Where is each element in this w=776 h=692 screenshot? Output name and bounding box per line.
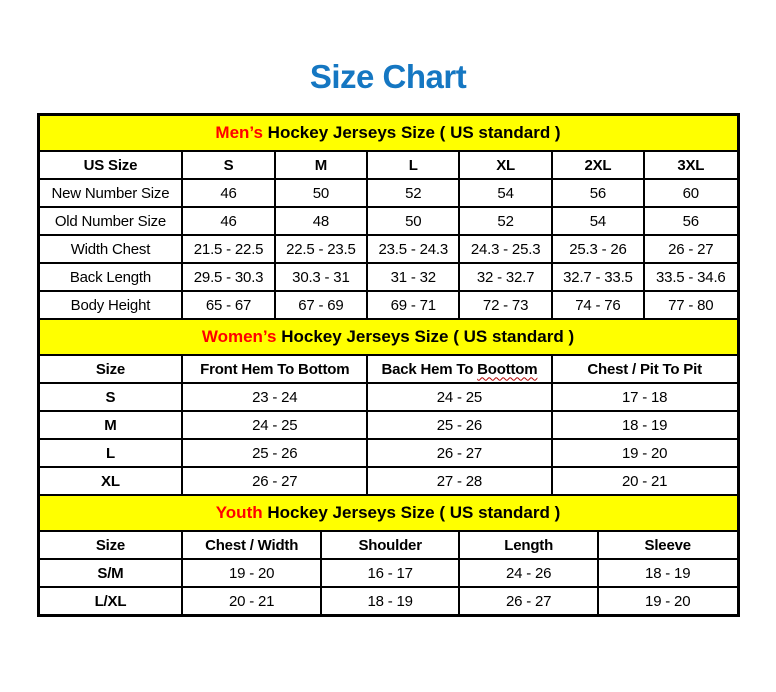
header-cell: Front Hem To Bottom <box>182 356 367 383</box>
header-cell: 2XL <box>552 152 644 179</box>
table-row <box>40 263 737 291</box>
youth-section-header-rest: Hockey Jerseys Size ( US standard ) <box>262 503 561 522</box>
value-cell: 18 - 19 <box>321 587 460 614</box>
value-cell: 25 - 26 <box>182 439 367 467</box>
row-label: Back Length <box>40 263 183 291</box>
header-cell: XL <box>459 152 551 179</box>
table-row <box>40 179 737 207</box>
value-cell: 27 - 28 <box>367 467 552 495</box>
value-cell: 77 - 80 <box>644 291 736 319</box>
header-row <box>40 532 737 559</box>
value-cell: 17 - 18 <box>552 383 737 411</box>
value-cell: 25.3 - 26 <box>552 235 644 263</box>
value-cell: 72 - 73 <box>459 291 551 319</box>
table-row <box>40 467 737 495</box>
header-cell: Shoulder <box>321 532 460 559</box>
value-cell: 50 <box>367 207 459 235</box>
value-cell: 32.7 - 33.5 <box>552 263 644 291</box>
row-label: L <box>40 439 183 467</box>
header-row <box>40 356 737 383</box>
value-cell: 23 - 24 <box>182 383 367 411</box>
header-cell: Size <box>40 532 183 559</box>
value-cell: 22.5 - 23.5 <box>275 235 367 263</box>
size-chart-table <box>37 113 740 617</box>
row-label: XL <box>40 467 183 495</box>
value-cell: 65 - 67 <box>182 291 274 319</box>
value-cell: 56 <box>552 179 644 207</box>
header-cell: S <box>182 152 274 179</box>
youth-section-header <box>40 496 737 532</box>
table-row <box>40 411 737 439</box>
row-label: Old Number Size <box>40 207 183 235</box>
value-cell: 24 - 25 <box>182 411 367 439</box>
row-label: S <box>40 383 183 411</box>
value-cell: 24.3 - 25.3 <box>459 235 551 263</box>
value-cell: 25 - 26 <box>367 411 552 439</box>
value-cell: 69 - 71 <box>367 291 459 319</box>
page-title: Size Chart <box>309 58 467 95</box>
value-cell: 48 <box>275 207 367 235</box>
value-cell: 26 - 27 <box>182 467 367 495</box>
header-cell: M <box>275 152 367 179</box>
table-row <box>40 235 737 263</box>
value-cell: 20 - 21 <box>182 587 321 614</box>
value-cell: 26 - 27 <box>459 587 598 614</box>
value-cell: 18 - 19 <box>598 559 737 587</box>
header-cell: Chest / Pit To Pit <box>552 356 737 383</box>
value-cell: 19 - 20 <box>552 439 737 467</box>
value-cell: 52 <box>367 179 459 207</box>
value-cell: 67 - 69 <box>275 291 367 319</box>
row-label: M <box>40 411 183 439</box>
value-cell: 23.5 - 24.3 <box>367 235 459 263</box>
youth-table <box>40 532 737 614</box>
table-row <box>40 587 737 614</box>
value-cell: 19 - 20 <box>598 587 737 614</box>
value-cell: 56 <box>644 207 736 235</box>
mens-table <box>40 152 737 320</box>
womens-table <box>40 356 737 496</box>
value-cell: 18 - 19 <box>552 411 737 439</box>
table-row <box>40 291 737 319</box>
value-cell: 32 - 32.7 <box>459 263 551 291</box>
mens-section-header-red: Men’s <box>215 123 263 142</box>
row-label: New Number Size <box>40 179 183 207</box>
header-cell: Chest / Width <box>182 532 321 559</box>
header-row <box>40 152 737 179</box>
table-row <box>40 383 737 411</box>
header-cell: Size <box>40 356 183 383</box>
header-cell: US Size <box>40 152 183 179</box>
value-cell: 20 - 21 <box>552 467 737 495</box>
womens-section-header <box>40 320 737 356</box>
header-cell: Length <box>459 532 598 559</box>
value-cell: 60 <box>644 179 736 207</box>
value-cell: 19 - 20 <box>182 559 321 587</box>
row-label: Body Height <box>40 291 183 319</box>
mens-section-header-rest: Hockey Jerseys Size ( US standard ) <box>262 123 561 142</box>
womens-header-misspelled-word: Boottom <box>477 360 538 378</box>
value-cell: 30.3 - 31 <box>275 263 367 291</box>
header-cell: L <box>367 152 459 179</box>
value-cell: 26 - 27 <box>367 439 552 467</box>
value-cell: 46 <box>182 179 274 207</box>
value-cell: 54 <box>552 207 644 235</box>
value-cell: 16 - 17 <box>321 559 460 587</box>
value-cell: 33.5 - 34.6 <box>644 263 736 291</box>
row-label: Width Chest <box>40 235 183 263</box>
value-cell: 74 - 76 <box>552 291 644 319</box>
header-cell: 3XL <box>644 152 736 179</box>
value-cell: 24 - 25 <box>367 383 552 411</box>
value-cell: 21.5 - 22.5 <box>182 235 274 263</box>
table-row <box>40 559 737 587</box>
header-cell-text: Back Hem To <box>381 360 474 378</box>
mens-section-header <box>40 116 737 152</box>
value-cell: 31 - 32 <box>367 263 459 291</box>
table-row <box>40 207 737 235</box>
table-row <box>40 439 737 467</box>
value-cell: 26 - 27 <box>644 235 736 263</box>
value-cell: 24 - 26 <box>459 559 598 587</box>
header-cell <box>367 356 552 383</box>
value-cell: 52 <box>459 207 551 235</box>
row-label: L/XL <box>40 587 183 614</box>
womens-section-header-red: Women’s <box>201 327 277 346</box>
value-cell: 54 <box>459 179 551 207</box>
youth-section-header-red: Youth <box>215 503 263 522</box>
womens-section-header-rest: Hockey Jerseys Size ( US standard ) <box>276 327 575 346</box>
value-cell: 46 <box>182 207 274 235</box>
row-label: S/M <box>40 559 183 587</box>
header-cell: Sleeve <box>598 532 737 559</box>
value-cell: 50 <box>275 179 367 207</box>
value-cell: 29.5 - 30.3 <box>182 263 274 291</box>
